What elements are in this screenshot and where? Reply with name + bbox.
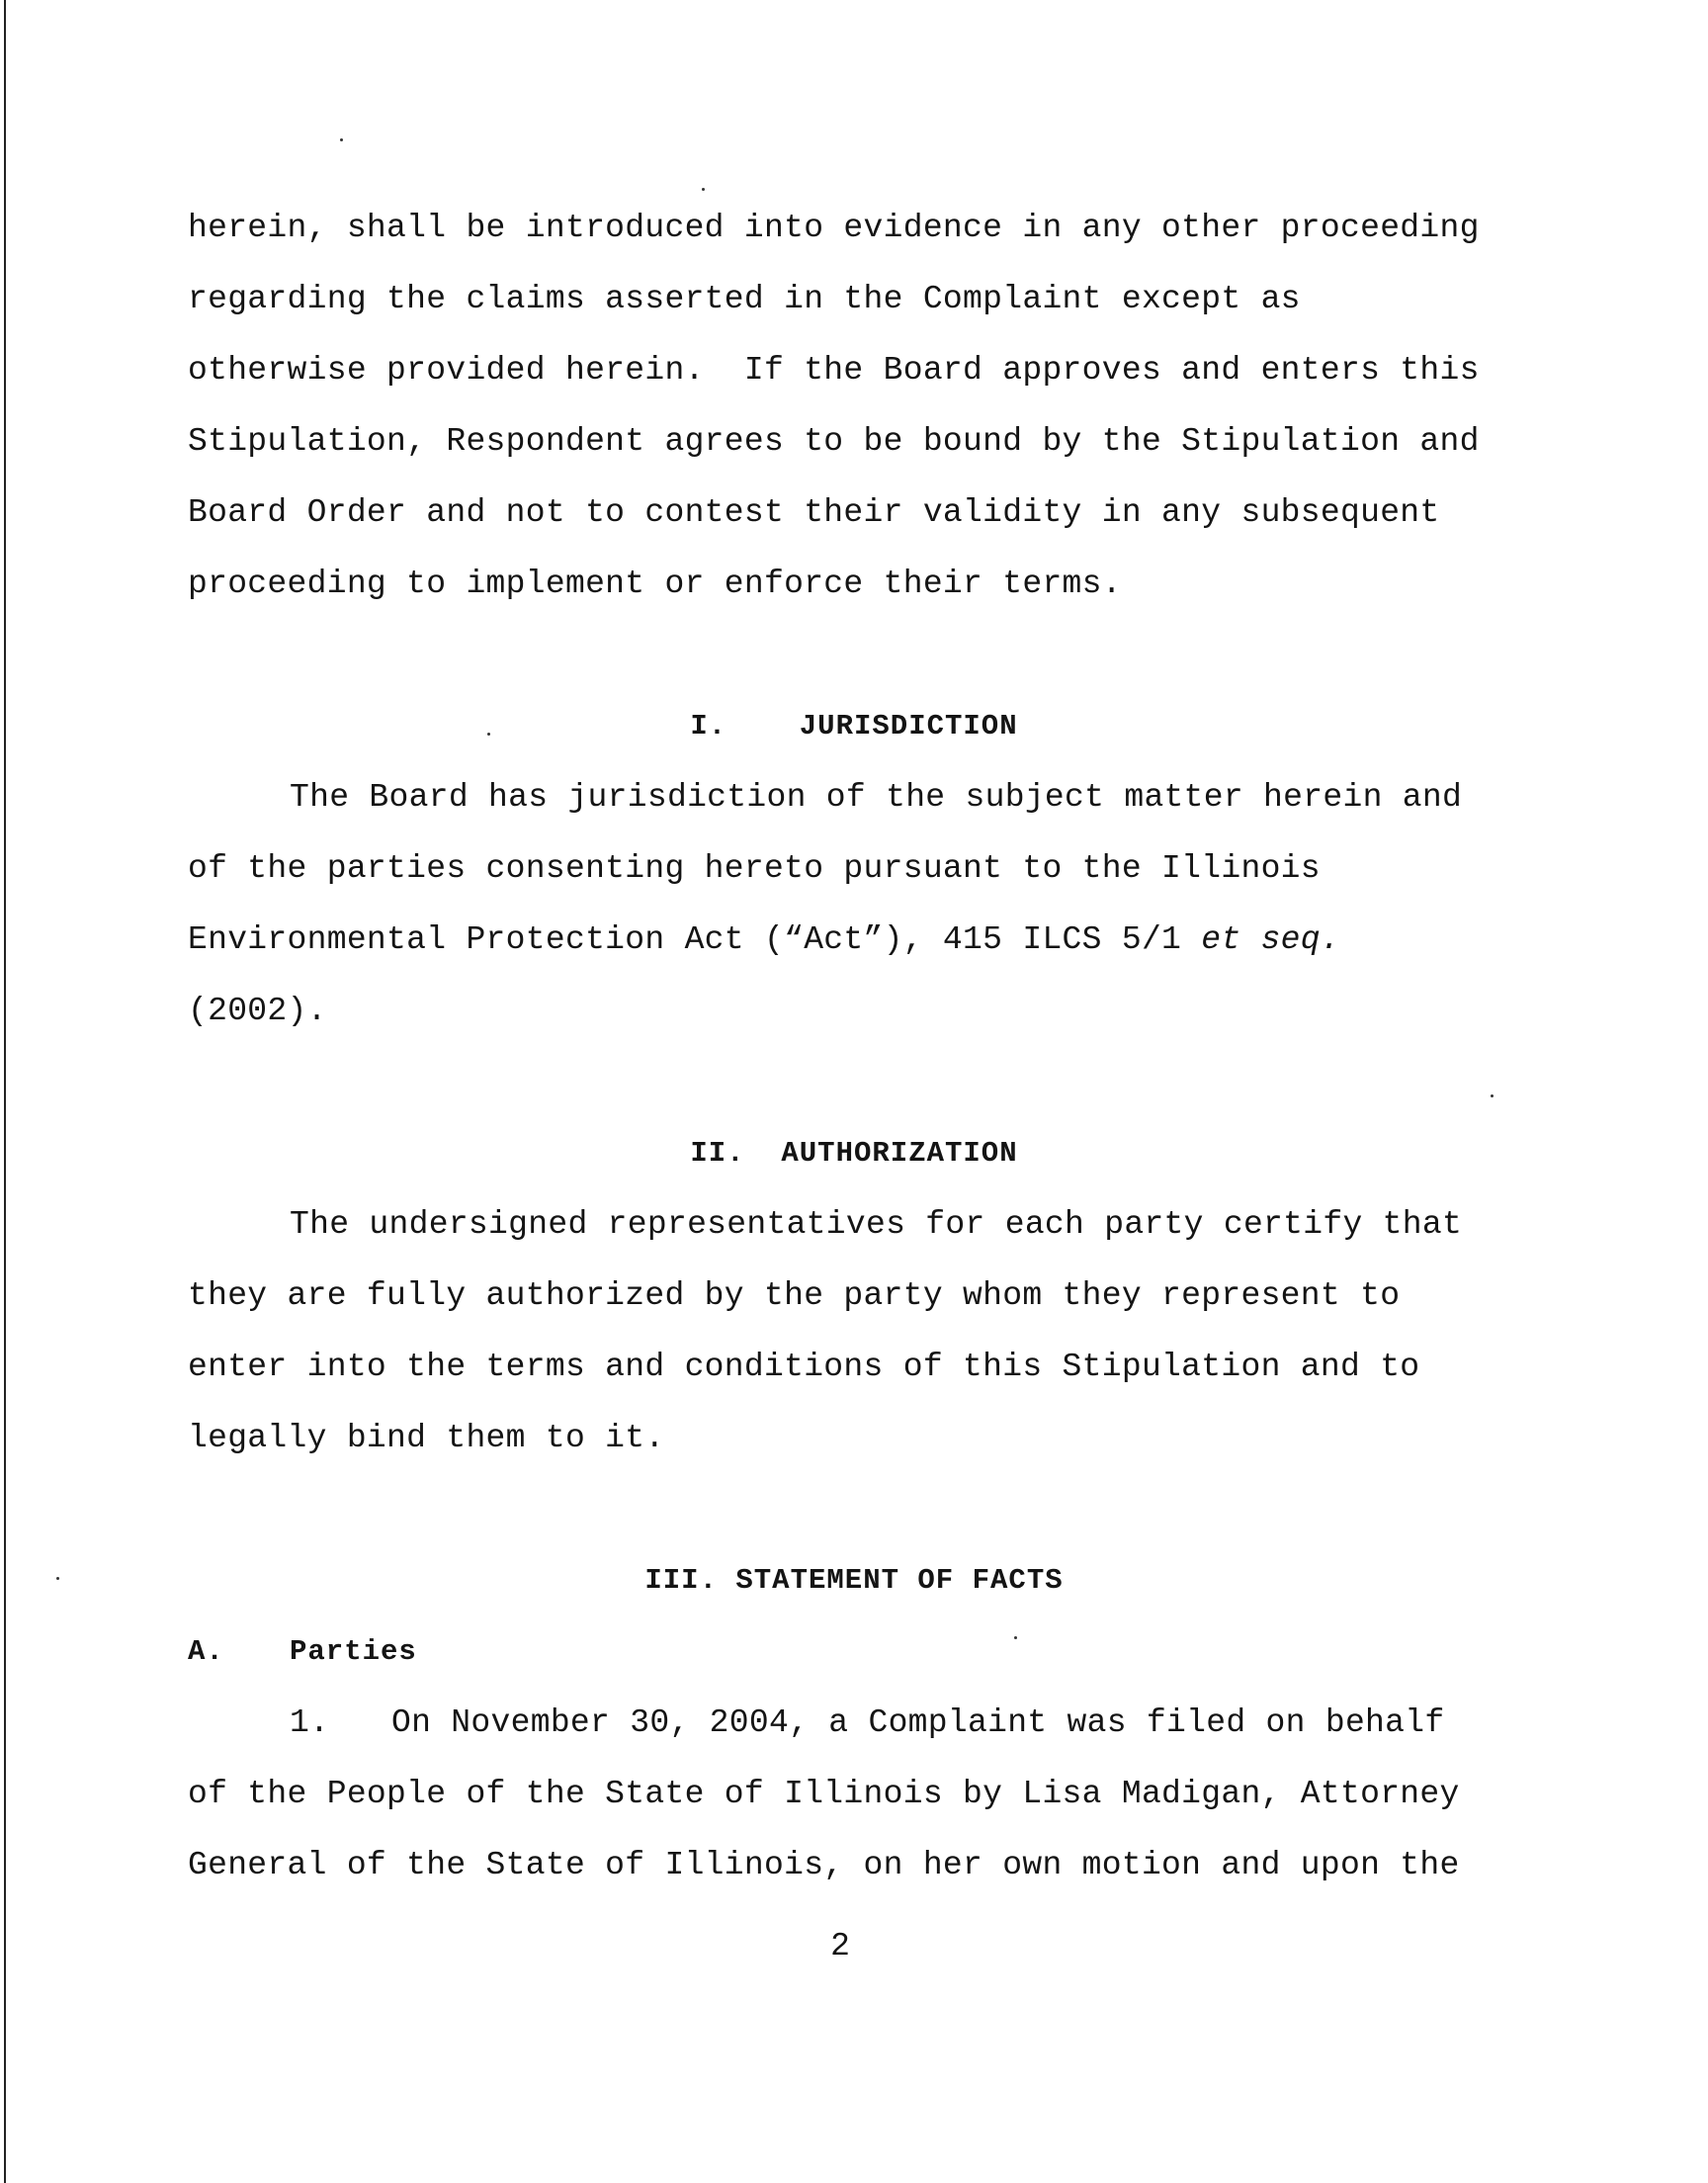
text-line: legally bind them to it.: [188, 1420, 665, 1456]
subheading-title: Parties: [290, 1635, 417, 1668]
text-line: General of the State of Illinois, on her own motion and upon the: [188, 1847, 1460, 1883]
section-heading-jurisdiction: I. JURISDICTION: [690, 710, 1018, 742]
subheading-parties: [188, 1616, 1522, 1688]
text-line-main: On November 30, 2004, a Complaint was filed on behalf: [391, 1704, 1445, 1741]
text-line: enter into the terms and conditions of this Stipulation and to: [188, 1349, 1420, 1385]
subheading-letter: A.: [188, 1635, 224, 1668]
text-line: The Board has jurisdiction of the subject matter herein and: [290, 779, 1463, 816]
scan-edge-line: [4, 0, 6, 2183]
authorization-paragraph: [188, 1189, 1522, 1474]
text-line: (2002).: [188, 993, 327, 1029]
text-line: proceeding to implement or enforce their terms.: [188, 566, 1122, 602]
section-heading-facts: III. STATEMENT OF FACTS: [644, 1564, 1064, 1597]
facts-paragraph-1: [188, 1688, 1522, 1901]
text-line: [188, 905, 1522, 976]
paragraph-number: 1.: [290, 1704, 330, 1741]
text-line: The undersigned representatives for each party certify that: [290, 1206, 1463, 1243]
text-line: herein, shall be introduced into evidence in any other proceeding: [188, 210, 1480, 246]
intro-paragraph: [188, 193, 1522, 620]
text-line: of the parties consenting hereto pursuant to the Illinois: [188, 850, 1321, 887]
scan-speck: [56, 1577, 59, 1580]
text-line: Board Order and not to contest their validity in any subsequent: [188, 494, 1440, 531]
text-line: of the People of the State of Illinois by Lisa Madigan, Attorney: [188, 1776, 1460, 1812]
text-line: [188, 1688, 1522, 1759]
citation-italic: et seq.: [1201, 921, 1340, 958]
page-number: 2: [830, 1928, 850, 1965]
text-line: Stipulation, Respondent agrees to be bound by the Stipulation and: [188, 423, 1480, 460]
jurisdiction-paragraph: [188, 762, 1522, 1047]
text-line: they are fully authorized by the party whom they represent to: [188, 1277, 1401, 1314]
scan-speck: [340, 138, 343, 141]
text-line: otherwise provided herein. If the Board approves and enters this: [188, 352, 1480, 389]
section-heading-authorization: II. AUTHORIZATION: [690, 1137, 1018, 1170]
text-line: regarding the claims asserted in the Complaint except as: [188, 281, 1301, 317]
text-line-main: Environmental Protection Act (“Act”), 415 ILCS 5/1: [188, 921, 1202, 958]
document-body: [188, 193, 1522, 1901]
scan-speck: [702, 188, 705, 191]
